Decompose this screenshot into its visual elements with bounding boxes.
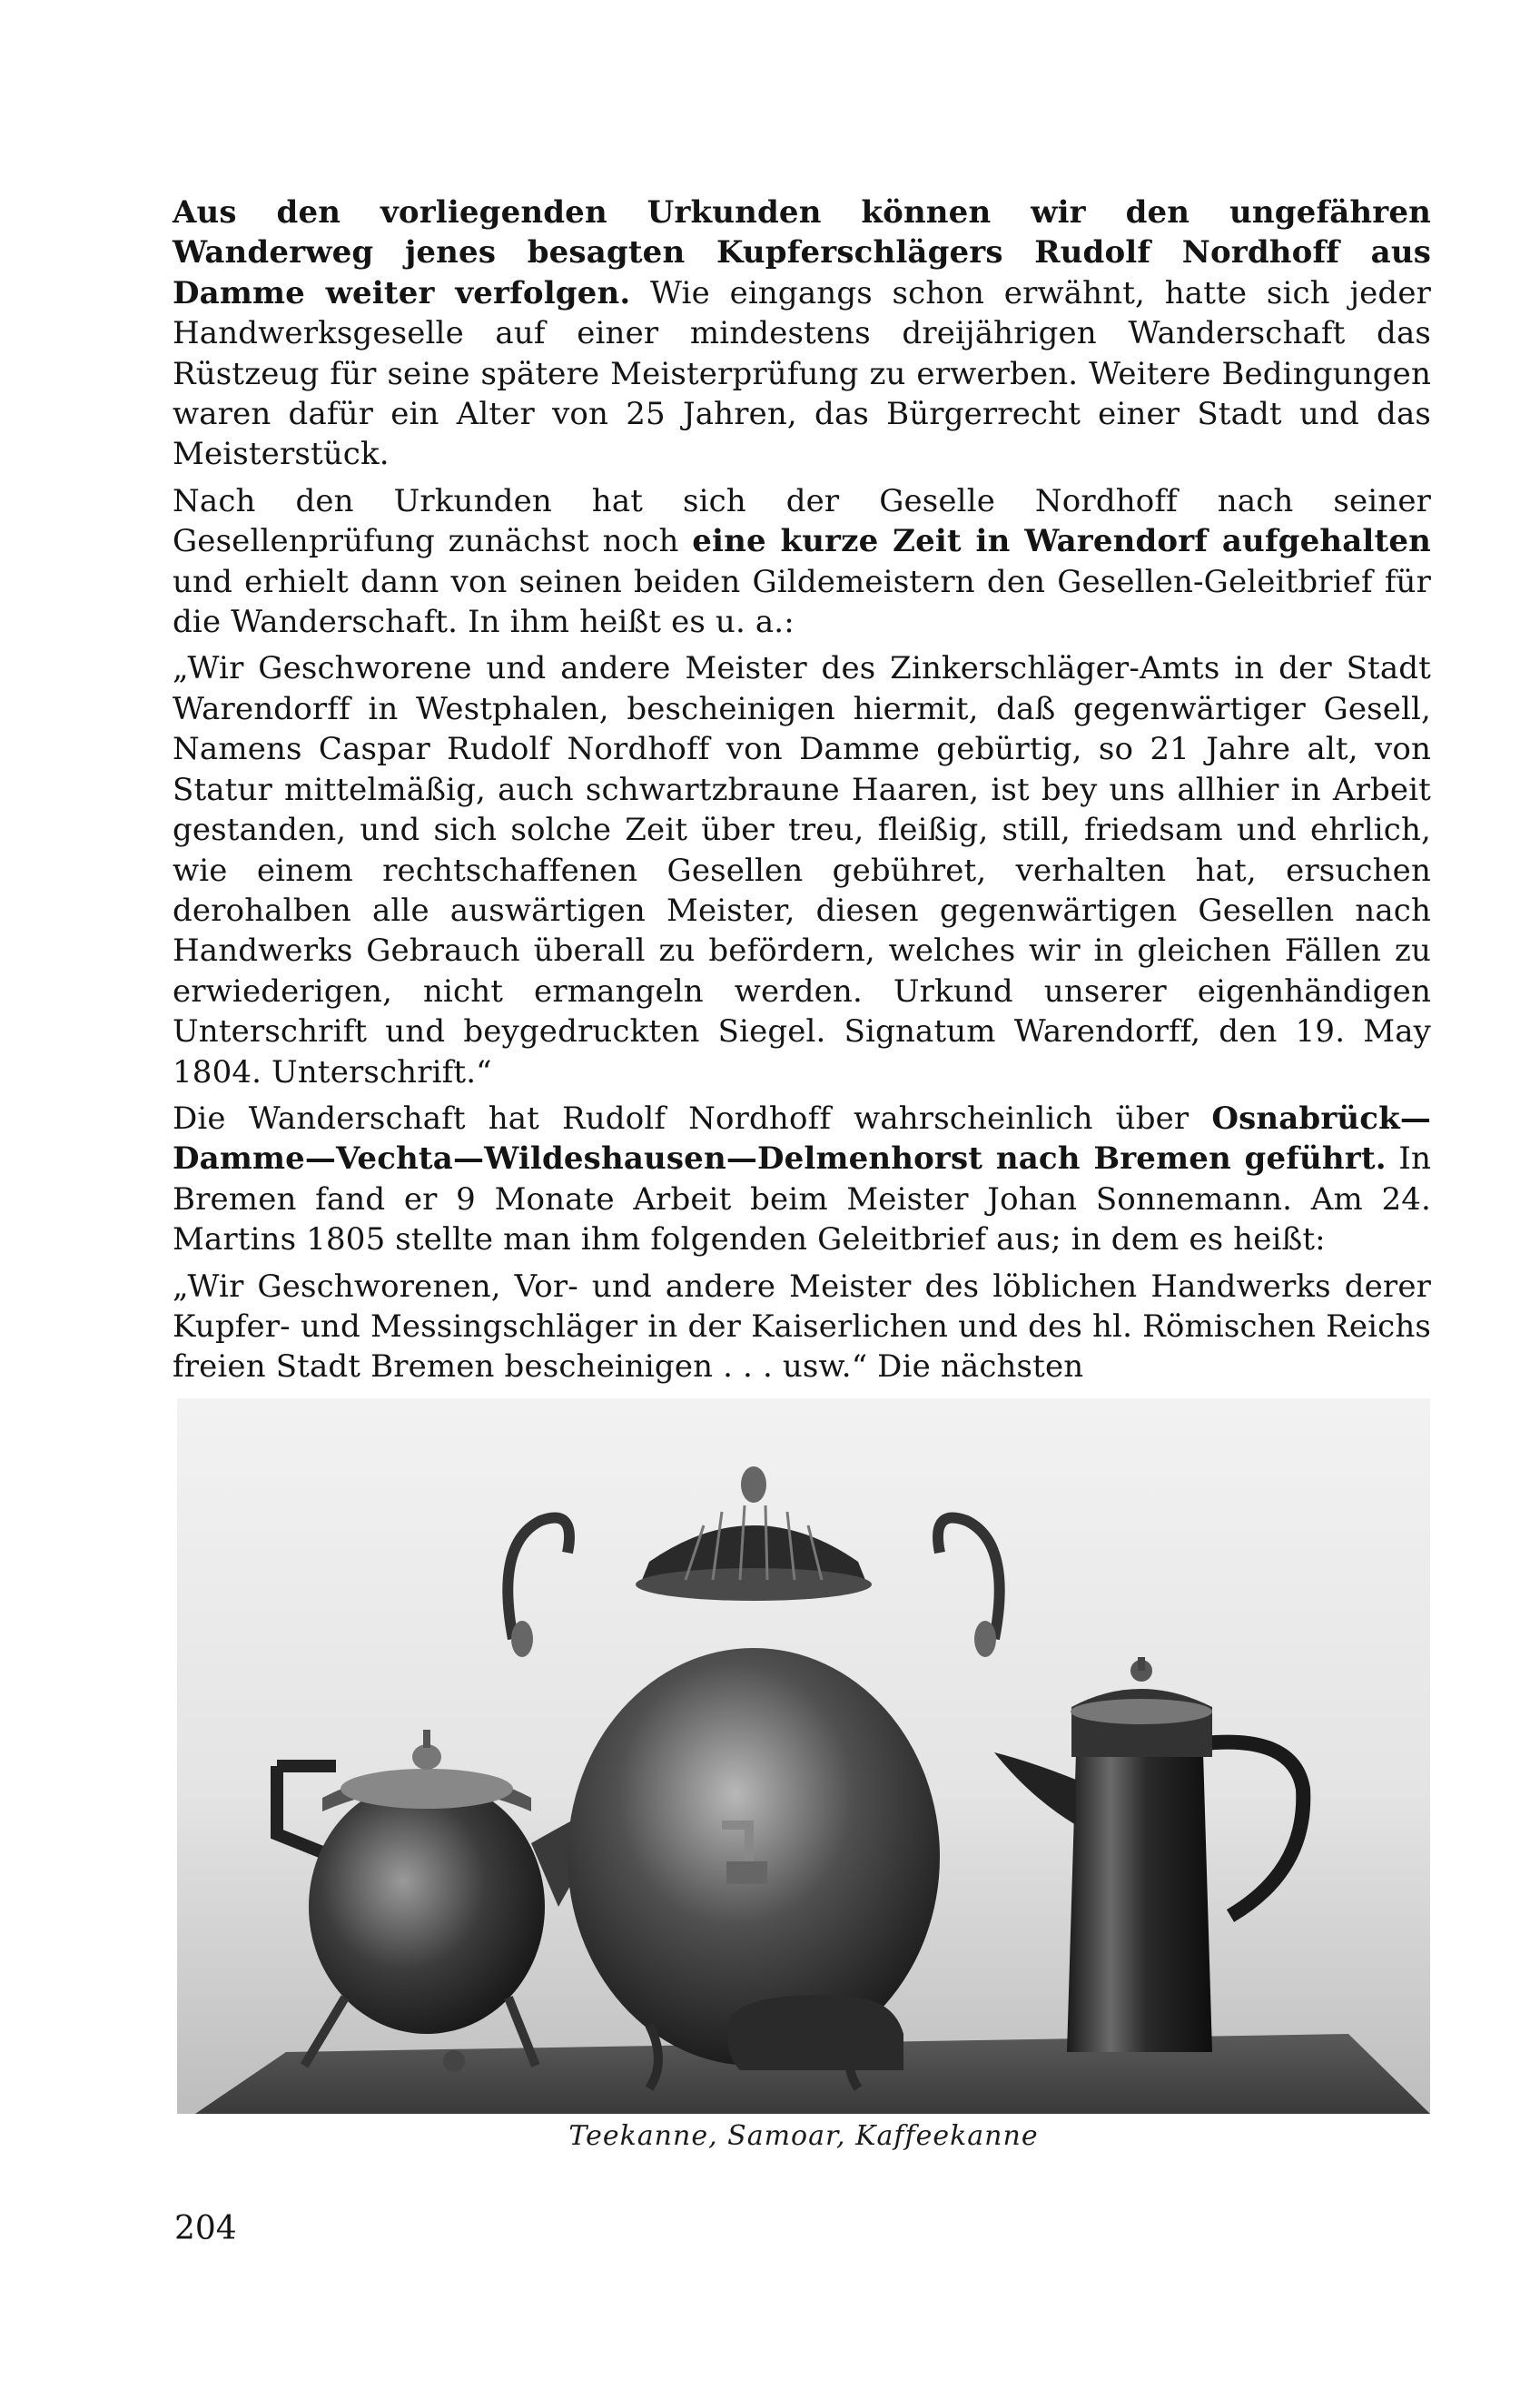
- body-text: [173, 192, 1431, 1394]
- quote-warendorf-text: „Wir Geschworene und andere Meister des Zinkerschläger-Amts in der Stadt Warendorff in Westphalen, bescheinigen hiermit, daß gegenwärtiger Gesell, Namens Caspar Rudolf Nordhoff von Damme gebürtig, so 21 Jahre alt, von Statur mittelmäßig, auch schwartzbraune Haaren, ist bey uns allhier in Arbeit gestanden, und sich solche Zeit über treu, fleißig, still, friedsam und ehrlich, wie einem rechtschaffenen Gesellen gebühret, verhalten hat, ersuchen derohalben alle auswärtigen Meister, diesen gegenwärtigen Gesellen nach Handwerks Gebrauch überall zu befördern, welches wir in gleichen Fällen zu erwiederigen, nicht ermangeln werden. Urkund unserer eigenhändigen Unterschrift und beygedruckten Siegel. Signatum Warendorff, den 19. May 1804. Unterschrift.“: [173, 650, 1431, 1090]
- paragraph-4-text-a: Die Wanderschaft hat Rudolf Nordhoff wahrscheinlich über: [173, 1100, 1212, 1137]
- paragraph-4-text-b: In Bremen fand er 9 Monate Arbeit beim Meister Johan Sonnemann. Am 24. Martins 1805 stellte man ihm folgenden Geleitbrief aus; in dem es heißt:: [173, 1140, 1431, 1258]
- figure-caption: Teekanne, Samoar, Kaffeekanne: [568, 2120, 1039, 2152]
- paragraph-2: [173, 481, 1431, 643]
- paragraph-2-text-b: und erhielt dann von seinen beiden Gildemeistern den Gesellen-Geleitbrief für die Wanderschaft. In ihm heißt es u. a.:: [173, 563, 1431, 641]
- small-shoe: [728, 1996, 903, 2071]
- photo-teapot-samovar-coffeepot: [177, 1398, 1430, 2114]
- quote-warendorf: [173, 648, 1431, 1091]
- paragraph-1-text: Wie eingangs schon erwähnt, hatte sich jeder Handwerksgeselle auf einer mindestens dreijährigen Wanderschaft das Rüstzeug für seine spätere Meisterprüfung zu erwerben. Weitere Bedingungen waren dafür ein Alter von 25 Jahren, das Bürgerrecht einer Stadt und das Meisterstück.: [173, 274, 1431, 473]
- paragraph-1: [173, 192, 1431, 475]
- quote-bremen: [173, 1267, 1431, 1387]
- paragraph-4-route-bold: Osnabrück—Damme—Vechta—Wildeshausen—Delmenhorst nach Bremen geführt.: [173, 1100, 1431, 1178]
- quote-bremen-text: „Wir Geschworenen, Vor- und andere Meister des löblichen Handwerks derer Kupfer- und Messingschläger in der Kaiserlichen und des hl. Römischen Reichs freien Stadt Bremen bescheinigen . . . usw.“ Die nächsten: [173, 1268, 1431, 1386]
- page-number: 204: [174, 2210, 237, 2247]
- photo-illustration: [177, 1398, 1430, 2114]
- paragraph-2-text-a: Nach den Urkunden hat sich der Geselle Nordhoff nach seiner Gesellenprüfung zunächst noch: [173, 482, 1431, 560]
- paragraph-2-bold: eine kurze Zeit in Warendorf aufgehalten: [692, 523, 1431, 560]
- paragraph-4: [173, 1099, 1431, 1260]
- paragraph-1-bold-lead: Aus den vorliegenden Urkunden können wir den ungefähren Wanderweg jenes besagten Kupferschlägers Rudolf Nordhoff aus Damme weiter verfolgen.: [173, 194, 1431, 311]
